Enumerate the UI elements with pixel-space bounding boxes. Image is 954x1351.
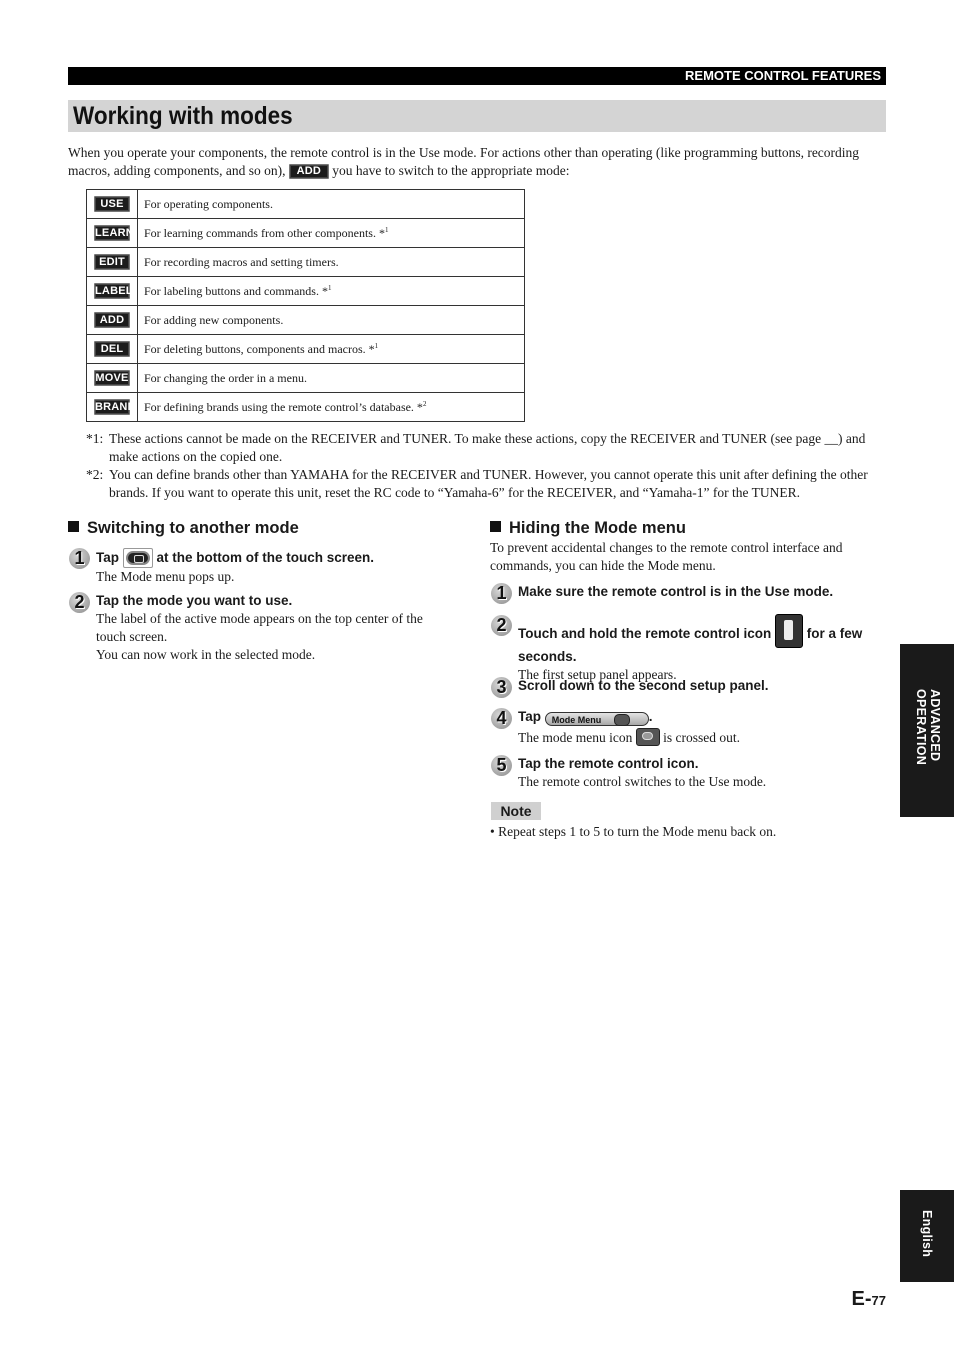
step-body [518, 728, 740, 747]
mode-badge-add: ADD [94, 312, 130, 328]
step-title: Make sure the remote control is in the Use mode. [518, 584, 834, 599]
step-title [96, 548, 374, 568]
hiding-step-3 [491, 677, 886, 698]
step-body-b: is crossed out. [663, 730, 740, 745]
footnote-mark: *1: [86, 431, 104, 446]
mode-badge-label: LABEL [95, 285, 133, 298]
footnote-ref: 2 [422, 399, 427, 408]
step-number: 2 [69, 592, 90, 613]
mode-description-text: For defining brands using the remote control’s database. * [144, 399, 423, 414]
step-body: The Mode menu pops up. [96, 569, 235, 584]
mode-badge-edit: EDIT [94, 254, 130, 270]
mode-badge-del: DEL [94, 341, 130, 357]
page-title: Working with modes [73, 102, 293, 130]
note-text: • Repeat steps 1 to 5 to turn the Mode menu back on. [490, 824, 777, 839]
mode-badge-use: USE [94, 196, 130, 212]
mode-description-text: For deleting buttons, components and macros. * [144, 341, 375, 356]
switching-step-2 [69, 592, 454, 664]
mode-icon-cell [87, 335, 138, 364]
mode-table [86, 189, 525, 422]
note-label: Note [491, 802, 541, 820]
footnotes [86, 430, 886, 502]
mode-description [138, 306, 525, 335]
switching-heading-text: Switching to another mode [87, 519, 299, 537]
step-body: The first setup panel appears. [518, 667, 677, 682]
footnote-ref: 1 [327, 283, 332, 292]
mode-icon-cell [87, 277, 138, 306]
square-bullet-icon [68, 521, 79, 532]
step-title-b: at the bottom of the touch screen. [156, 550, 375, 565]
hiding-step-2 [491, 607, 886, 684]
mode-icon-cell [87, 393, 138, 422]
step-body: You can now work in the selected mode. [96, 647, 316, 662]
step-title-b: for a few seconds. [518, 626, 863, 664]
title-bar [68, 100, 886, 132]
mode-row [87, 277, 525, 306]
mode-row [87, 335, 525, 364]
intro-text-after: you have to switch to the appropriate mode: [332, 163, 570, 178]
switching-step-1 [69, 548, 449, 586]
side-tab-advanced-operation [900, 644, 954, 817]
mode-description [138, 219, 525, 248]
mode-icon-cell [87, 190, 138, 219]
step-number: 4 [491, 708, 512, 729]
mode-description [138, 364, 525, 393]
mode-icon-cell [87, 306, 138, 335]
footnote-ref: 1 [374, 341, 379, 350]
mode-row [87, 364, 525, 393]
hiding-step-5 [491, 755, 886, 791]
mode-badge-move: MOVE [95, 372, 129, 385]
mode-row [87, 190, 525, 219]
side-tab-english [900, 1190, 954, 1282]
mode-row [87, 393, 525, 422]
step-title: Tap the mode you want to use. [96, 593, 293, 608]
mode-menu-button-icon [126, 551, 150, 565]
step-title-a: Touch and hold the remote control icon [518, 626, 772, 641]
mode-icon-cell [87, 248, 138, 277]
footnote-ref: 1 [384, 225, 389, 234]
step-number: 2 [491, 615, 512, 636]
page-prefix: E- [851, 1288, 872, 1310]
mode-description-text: For learning commands from other components. * [144, 225, 385, 240]
footnote-2 [86, 466, 886, 502]
side-tab-label: English [920, 1210, 934, 1258]
hiding-step-4 [491, 708, 886, 747]
step-title-a: Tap [518, 709, 541, 724]
page-number-value: 77 [871, 1293, 886, 1308]
mode-description [138, 248, 525, 277]
step-number: 3 [491, 677, 512, 698]
step-title: Scroll down to the second setup panel. [518, 678, 769, 693]
mode-menu-mini-icon [614, 714, 630, 726]
side-tab-label: ADVANCED OPERATION [914, 689, 942, 766]
mode-description [138, 335, 525, 364]
mode-row [87, 248, 525, 277]
mode-menu-toggle [545, 712, 649, 726]
hiding-heading-text: Hiding the Mode menu [509, 519, 686, 537]
mode-row [87, 219, 525, 248]
step-body-a: The mode menu icon [518, 730, 633, 745]
step-title-a: Tap [96, 550, 119, 565]
mode-description-text: For adding new components. [144, 312, 284, 327]
mode-badge-brand: BRAND [95, 401, 136, 414]
step-body: The label of the active mode appears on the top center of the touch screen. [96, 611, 423, 644]
page-number [852, 1288, 886, 1311]
footnote-1 [86, 430, 886, 466]
mode-description [138, 393, 525, 422]
mode-description-text: For labeling buttons and commands. * [144, 283, 328, 298]
hiding-intro: To prevent accidental changes to the remote control interface and commands, you can hide the Mode menu. [490, 540, 843, 573]
mode-icon-cell [87, 364, 138, 393]
mode-description [138, 277, 525, 306]
step-number: 1 [491, 583, 512, 604]
mode-description-text: For changing the order in a menu. [144, 370, 307, 385]
switching-heading [68, 518, 299, 538]
step-body: The remote control switches to the Use mode. [518, 774, 767, 789]
footnote-mark: *2: [86, 467, 104, 482]
mode-badge-learn: LEARN [95, 227, 134, 240]
step-title-b: . [648, 709, 653, 724]
mode-row [87, 306, 525, 335]
step-title: Tap the remote control icon. [518, 756, 699, 771]
hiding-step-1 [491, 583, 886, 604]
section-header: REMOTE CONTROL FEATURES [68, 67, 886, 85]
intro-paragraph [68, 144, 886, 180]
step-number: 1 [69, 548, 90, 569]
mode-button-frame [123, 548, 153, 568]
hiding-heading [490, 518, 686, 538]
intro-text-before: When you operate your components, the remote control is in the Use mode. For actions other than operating (like programming buttons, recording macros, adding components, and so on), [68, 145, 860, 178]
mode-menu-icon [636, 728, 660, 746]
add-mode-badge: ADD [289, 164, 329, 179]
mode-menu-pill-label: Mode Menu [551, 715, 602, 725]
mode-description-text: For operating components. [144, 196, 273, 211]
footnote-text: You can define brands other than YAMAHA for the RECEIVER and TUNER. However, you cannot operate this unit after defining the other brands. If you want to operate this unit, reset the RC code to “Yamaha-6” for the RECEIVER, and “Yamaha-1” for the TUNER. [109, 467, 868, 500]
mode-icon-cell [87, 219, 138, 248]
step-title [518, 708, 740, 726]
remote-control-icon [775, 614, 803, 648]
footnote-text: These actions cannot be made on the RECEIVER and TUNER. To make these actions, copy the RECEIVER and TUNER (see page __) and make actions on the copied one. [109, 431, 866, 464]
step-title [518, 607, 886, 666]
mode-description [138, 190, 525, 219]
step-number: 5 [491, 755, 512, 776]
mode-description-text: For recording macros and setting timers. [144, 254, 339, 269]
square-bullet-icon [490, 521, 501, 532]
